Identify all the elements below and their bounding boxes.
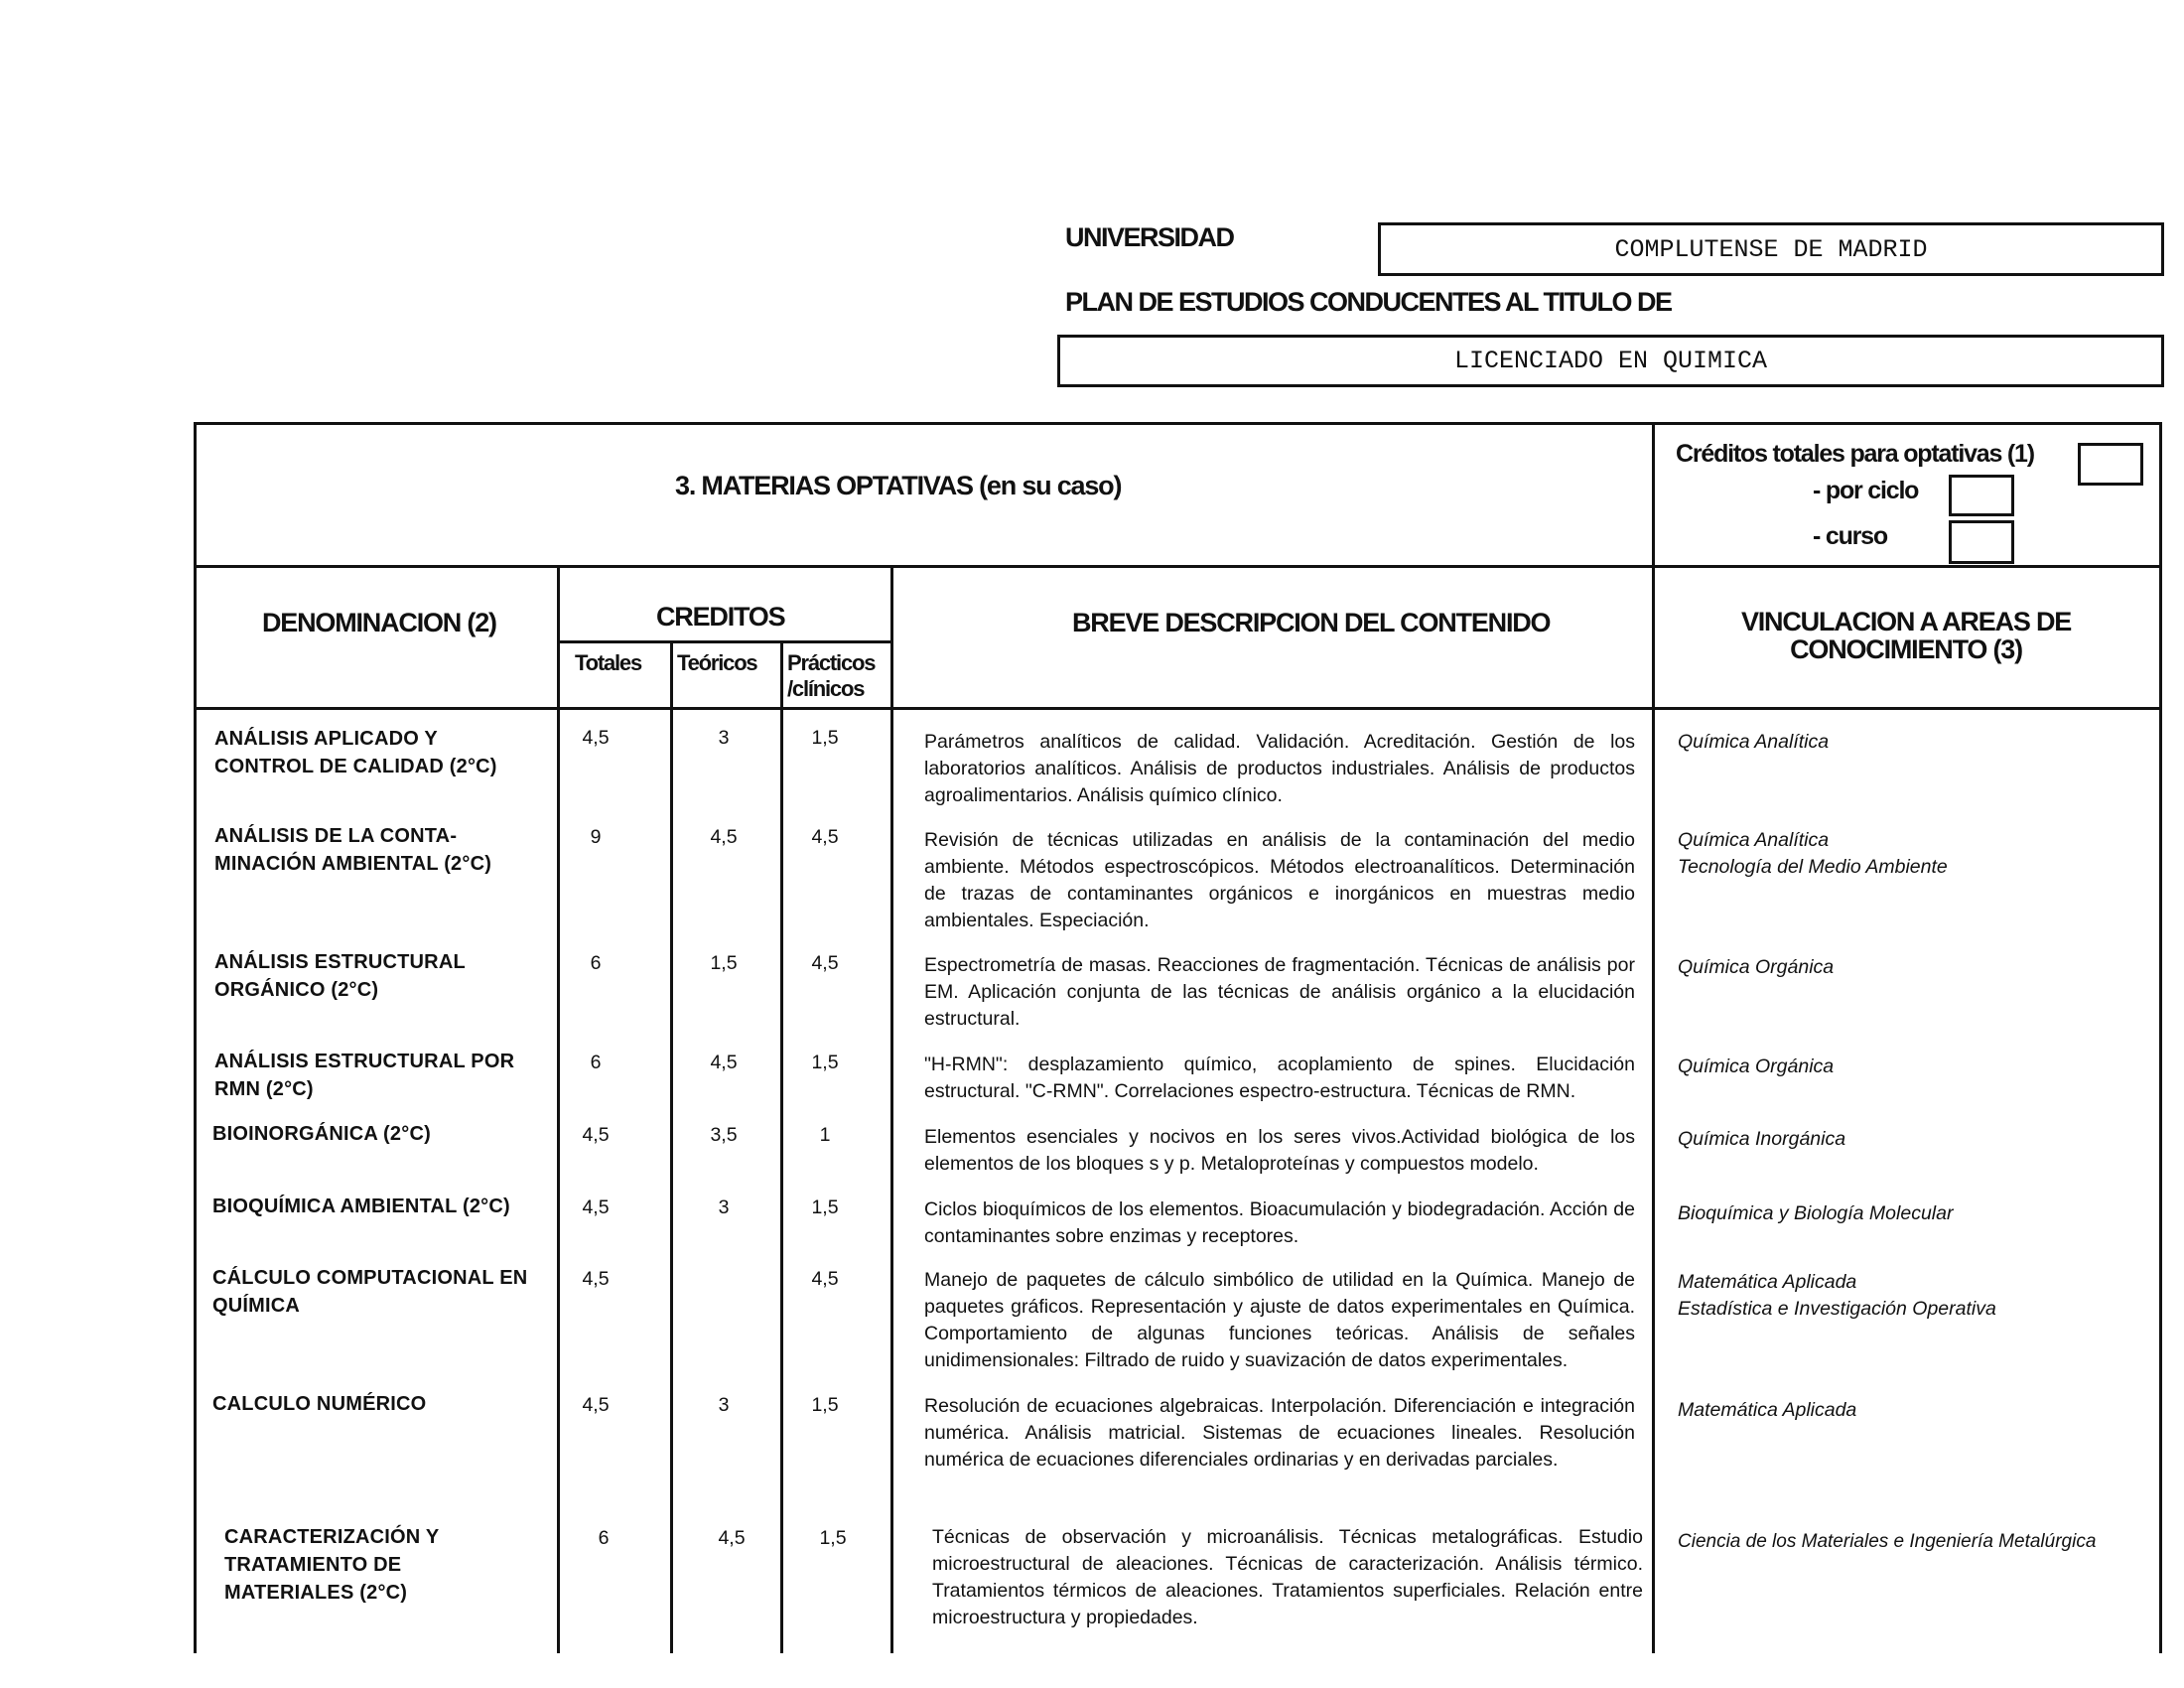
descripcion-cell: Resolución de ecuaciones algebraicas. Interpolación. Diferenciación e integración numérica. Análisis matricial. Sistemas de ecuaciones lineales. Resolución numérica de ecuaciones diferenciales ordinarias y en derivadas parciales.: [924, 1395, 1635, 1471]
areas-cell: Ciencia de los Materiales e Ingeniería Metalúrgica: [1678, 1531, 2097, 1552]
rule-below-section-title: [194, 565, 2162, 568]
teoricos-cell: 4,5: [718, 1527, 746, 1549]
practicos-cell: 4,5: [811, 1268, 839, 1290]
descripcion-cell: Espectrometría de masas. Reacciones de fragmentación. Técnicas de análisis por EM. Aplicación conjunta de las técnicas de análisis orgánico a la elucidación estructural.: [924, 954, 1635, 1030]
practicos-cell: 4,5: [811, 952, 839, 974]
por-ciclo-label: - por ciclo: [1813, 477, 1919, 504]
rule-after-creditos: [890, 565, 893, 1653]
descripcion-cell: Elementos esenciales y nocivos en los seres vivos.Actividad biológica de los elementos de los bloques s y p. Metaloproteínas y compuestos modelo.: [924, 1126, 1635, 1175]
header-totales: Totales: [575, 650, 641, 675]
denominacion-cell: ANÁLISIS DE LA CONTA- MINACIÓN AMBIENTAL (2°C): [214, 825, 492, 875]
universidad-label: UNIVERSIDAD: [1065, 222, 1234, 252]
practicos-cell: 1,5: [811, 1052, 839, 1073]
denominacion-cell: BIOINORGÁNICA (2°C): [212, 1123, 431, 1145]
teoricos-cell: 1,5: [710, 952, 738, 974]
areas-cell: Química Orgánica: [1678, 1055, 1835, 1077]
header-teoricos: Teóricos: [677, 650, 757, 675]
areas-cell: Química Analítica: [1678, 731, 1830, 753]
por-ciclo-box: [1949, 475, 2014, 516]
totales-cell: 4,5: [582, 727, 610, 749]
totales-cell: 4,5: [582, 1124, 610, 1146]
rule-after-descripcion: [1652, 422, 1655, 1653]
rule-below-column-headers: [194, 707, 2162, 710]
areas-cell: Química Inorgánica: [1678, 1128, 1846, 1150]
practicos-cell: 1,5: [811, 1394, 839, 1416]
teoricos-cell: 4,5: [710, 826, 738, 848]
totales-cell: 6: [590, 1052, 602, 1073]
titulo-field: LICENCIADO EN QUIMICA: [1057, 335, 2164, 387]
descripcion-cell: Manejo de paquetes de cálculo simbólico de utilidad en la Química. Manejo de paquetes gráficos. Representación y ajuste de datos experimentales en Química. Comportamiento de algunas funciones teóricas. Análisis de señales unidimensionales: Filtrado de ruido y suavización de datos experimentales.: [924, 1269, 1635, 1371]
descripcion-cell: "H-RMN": desplazamiento químico, acoplamiento de spines. Elucidación estructural. "C-RMN". Correlaciones espectro-estructura. Técnicas de RMN.: [924, 1054, 1635, 1102]
areas-cell: Bioquímica y Biología Molecular: [1678, 1202, 1954, 1224]
denominacion-cell: CALCULO NUMÉRICO: [212, 1393, 427, 1415]
totales-cell: 6: [590, 952, 602, 974]
header-creditos: CREDITOS: [656, 602, 785, 632]
descripcion-cell: Ciclos bioquímicos de los elementos. Bioacumulación y biodegradación. Acción de contaminantes sobre enzimas y receptores.: [924, 1198, 1635, 1247]
totales-cell: 4,5: [582, 1394, 610, 1416]
denominacion-cell: CARACTERIZACIÓN Y TRATAMIENTO DE MATERIALES (2°C): [224, 1526, 440, 1604]
plan-label: PLAN DE ESTUDIOS CONDUCENTES AL TITULO DE: [1065, 287, 1672, 317]
header-denominacion: DENOMINACION (2): [262, 608, 496, 637]
curso-box: [1949, 520, 2014, 564]
totales-cell: 9: [590, 826, 602, 848]
practicos-cell: 1: [819, 1124, 831, 1146]
universidad-field: COMPLUTENSE DE MADRID: [1378, 222, 2164, 276]
header-vinculacion: VINCULACION A AREAS DE CONOCIMIENTO (3): [1740, 607, 2072, 664]
header-practicos: Prácticos /clínicos: [787, 650, 876, 701]
rule-after-teoricos: [780, 640, 783, 1653]
denominacion-cell: ANÁLISIS APLICADO Y CONTROL DE CALIDAD (2°C): [214, 728, 497, 777]
descripcion-cell: Parámetros analíticos de calidad. Validación. Acreditación. Gestión de los laboratorios analíticos. Análisis de productos industriales. Análisis de productos agroalimentarios. Análisis químico clínico.: [924, 731, 1635, 806]
teoricos-cell: 3: [718, 1196, 730, 1218]
rule-below-creditos: [559, 640, 893, 643]
denominacion-cell: CÁLCULO COMPUTACIONAL EN QUÍMICA: [212, 1267, 528, 1317]
totales-cell: 4,5: [582, 1196, 610, 1218]
section-title: 3. MATERIAS OPTATIVAS (en su caso): [675, 471, 1122, 500]
descripcion-cell: Técnicas de observación y microanálisis. Técnicas metalográficas. Estudio microestructural de aleaciones. Técnicas de caracterización. Análisis térmico. Tratamientos térmicos de aleaciones. Tratamientos superficiales. Relación entre microestructura y propiedades.: [932, 1526, 1643, 1628]
areas-cell: Química Orgánica: [1678, 956, 1835, 978]
teoricos-cell: 3: [718, 1394, 730, 1416]
teoricos-cell: 3: [718, 727, 730, 749]
totales-cell: 6: [598, 1527, 610, 1549]
areas-cell: Matemática Aplicada Estadística e Investigación Operativa: [1678, 1271, 1996, 1320]
practicos-cell: 1,5: [811, 1196, 839, 1218]
denominacion-cell: ANÁLISIS ESTRUCTURAL POR RMN (2°C): [214, 1051, 515, 1100]
creditos-totales-label: Créditos totales para optativas (1): [1676, 440, 2034, 468]
descripcion-cell: Revisión de técnicas utilizadas en análisis de la contaminación del medio ambiente. Métodos espectroscópicos. Métodos electroanalíticos. Determinación de trazas de contaminantes orgánicos e inorgánicos en muestras medio ambientales. Especiación.: [924, 829, 1635, 931]
rule-after-totales: [670, 640, 673, 1653]
areas-cell: Matemática Aplicada: [1678, 1399, 1857, 1421]
teoricos-cell: 4,5: [710, 1052, 738, 1073]
practicos-cell: 1,5: [811, 727, 839, 749]
header-descripcion: BREVE DESCRIPCION DEL CONTENIDO: [1072, 608, 1551, 637]
denominacion-cell: ANÁLISIS ESTRUCTURAL ORGÁNICO (2°C): [214, 951, 466, 1001]
teoricos-cell: 3,5: [710, 1124, 738, 1146]
creditos-totales-box: [2078, 443, 2143, 486]
practicos-cell: 1,5: [819, 1527, 847, 1549]
denominacion-cell: BIOQUÍMICA AMBIENTAL (2°C): [212, 1196, 510, 1217]
curso-label: - curso: [1813, 522, 1887, 550]
practicos-cell: 4,5: [811, 826, 839, 848]
rule-after-denominacion: [557, 565, 560, 1653]
totales-cell: 4,5: [582, 1268, 610, 1290]
areas-cell: Química Analítica Tecnología del Medio Ambiente: [1678, 829, 1948, 878]
